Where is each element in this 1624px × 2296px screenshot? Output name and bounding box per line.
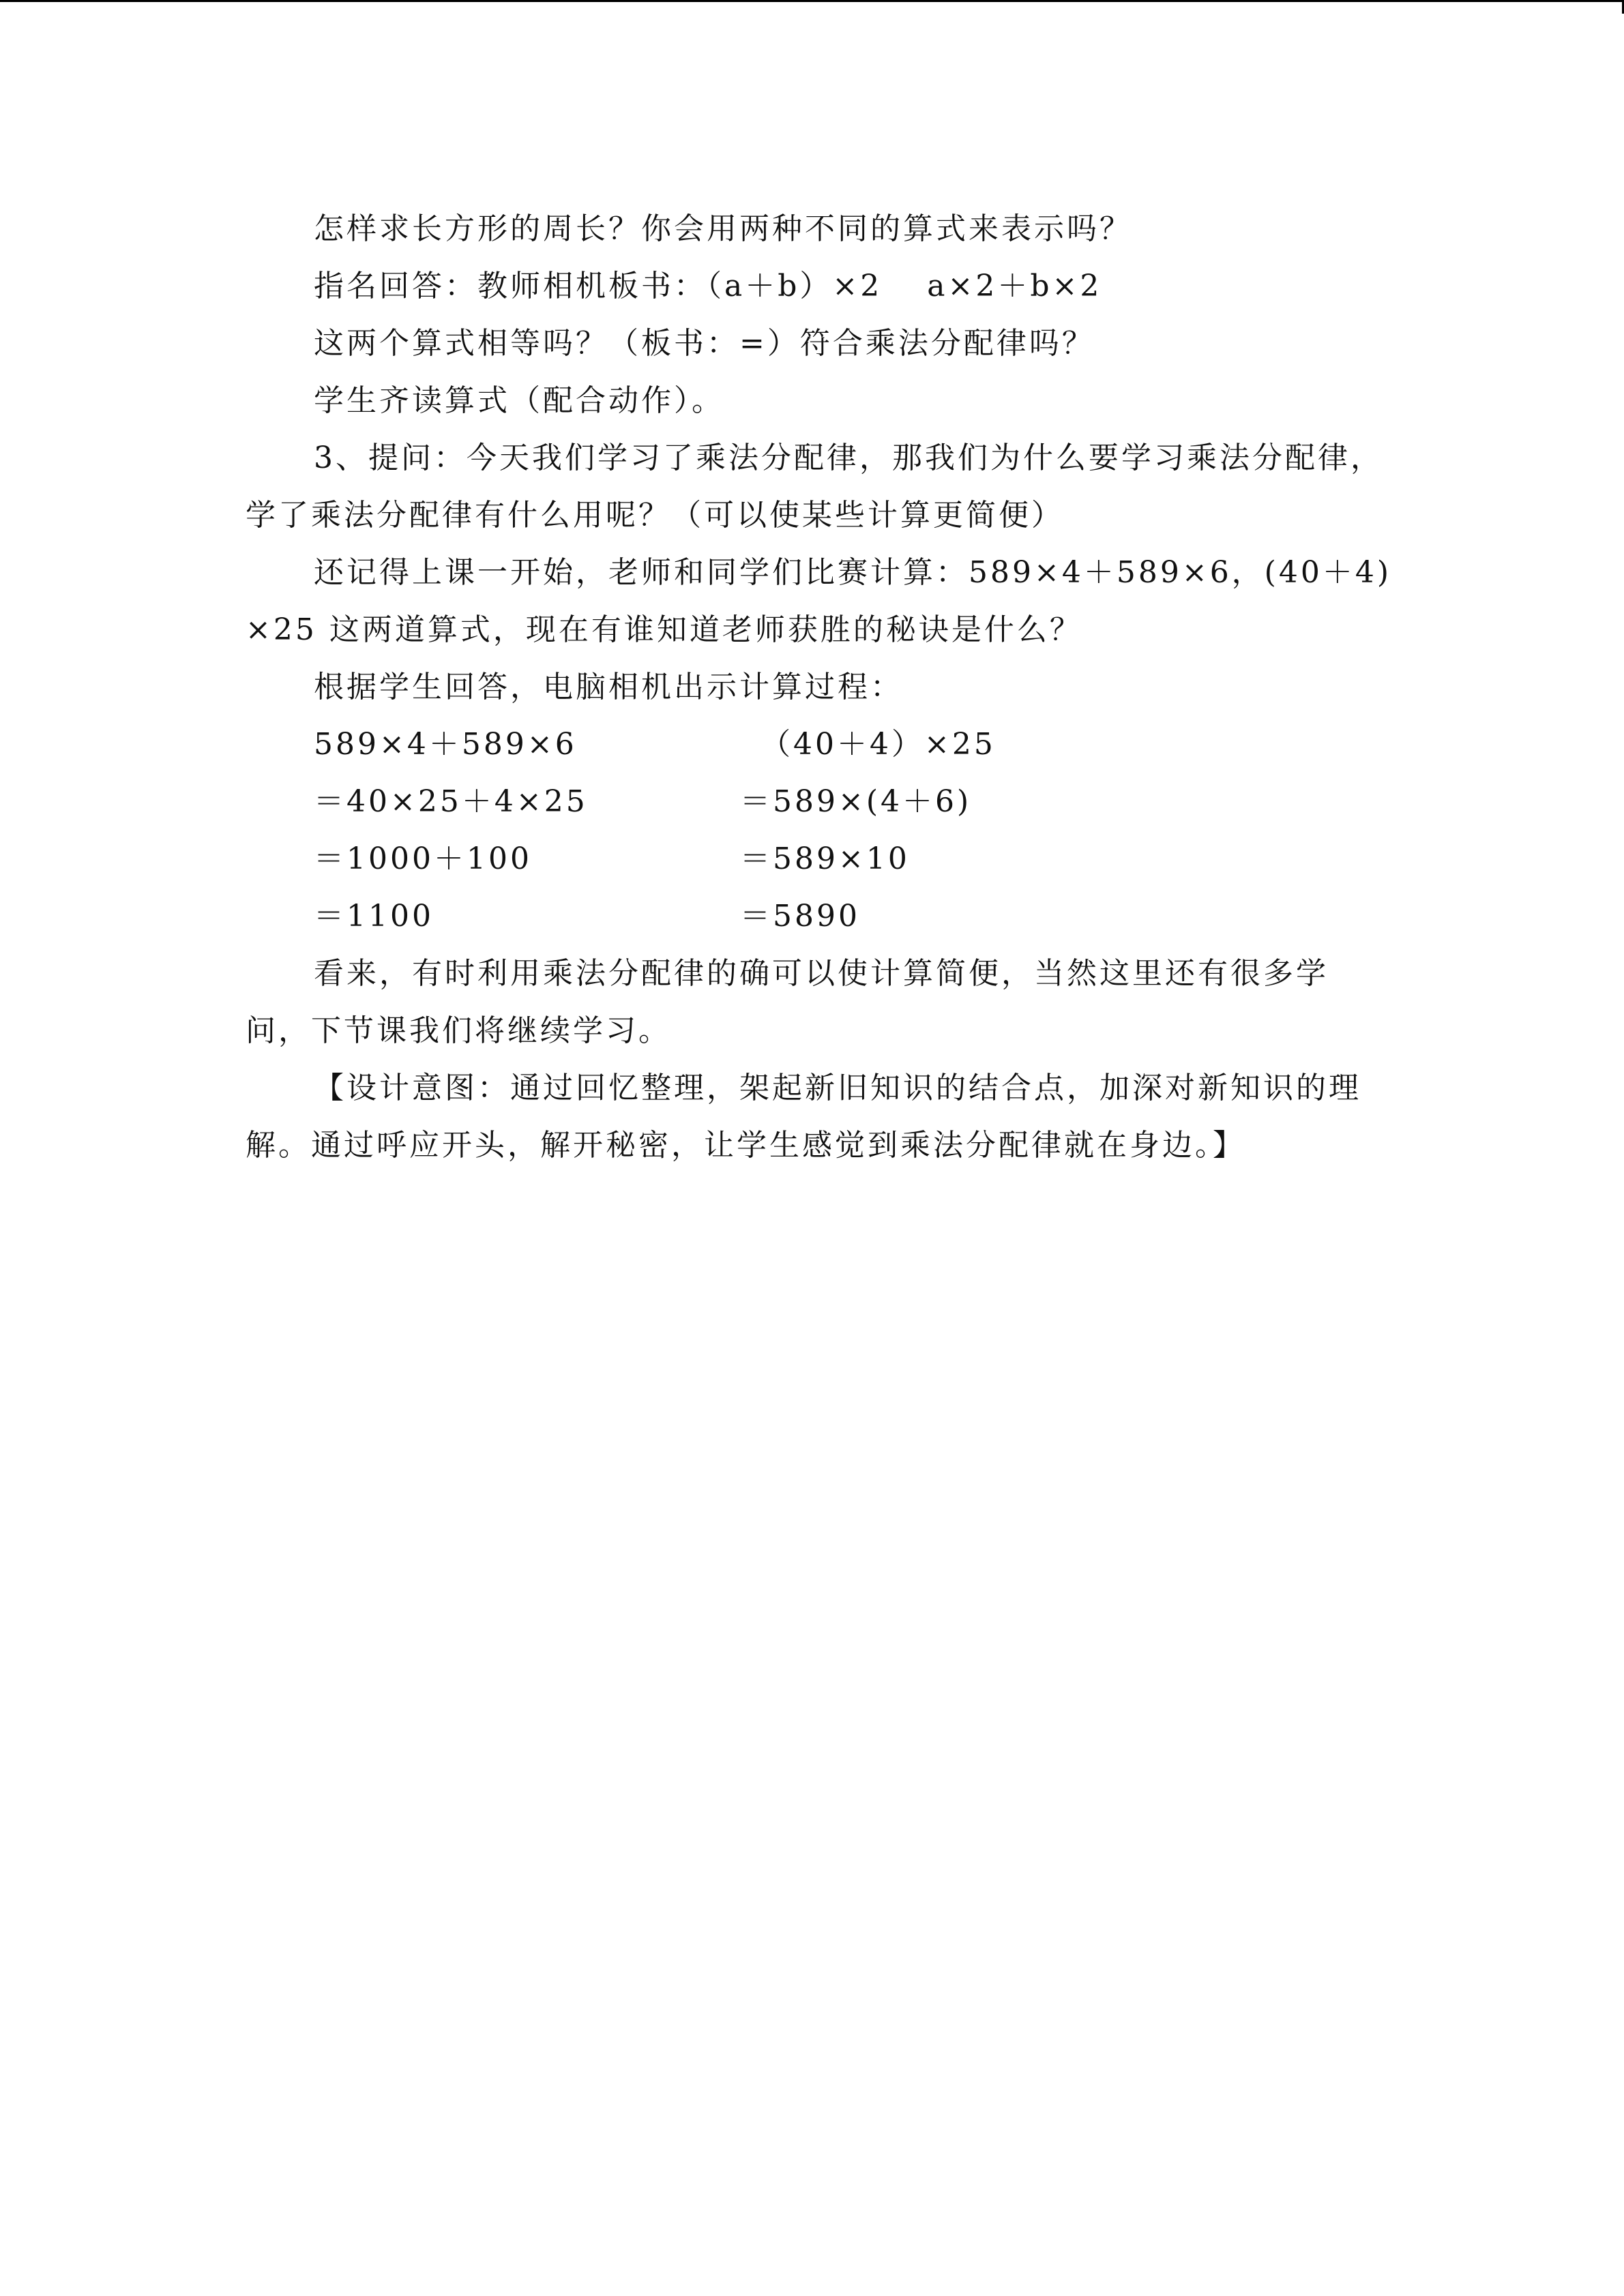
paragraph-recall-line1: 还记得上课一开始，老师和同学们比赛计算：589×4＋589×6，(40＋4) — [314, 555, 1391, 590]
calc-right-line: ＝589×(4＋6) — [740, 784, 972, 819]
paragraph-recall-line2: ×25 这两道算式，现在有谁知道老师获胜的秘诀是什么？ — [246, 612, 1082, 647]
paragraph-show-process: 根据学生回答，电脑相机出示计算过程： — [314, 670, 903, 704]
calc-right-line: ＝5890 — [740, 899, 860, 934]
paragraph-read-aloud: 学生齐读算式（配合动作）。 — [314, 383, 724, 418]
paragraph-question-3-line1: 3、提问：今天我们学习了乘法分配律，那我们为什么要学习乘法分配律， — [314, 441, 1383, 475]
paragraph-equality-question: 这两个算式相等吗？（板书：=）符合乘法分配律吗？ — [314, 326, 1095, 361]
paragraph-design-intent-line2: 解。通过呼应开头，解开秘密，让学生感觉到乘法分配律就在身边。】 — [246, 1128, 1245, 1163]
paragraph-design-intent-line1: 【设计意图：通过回忆整理，架起新旧知识的结合点，加深对新知识的理 — [314, 1071, 1361, 1105]
calc-right-line: ＝589×10 — [740, 841, 910, 876]
paragraph-perimeter-question: 怎样求长方形的周长？你会用两种不同的算式来表示吗？ — [314, 211, 1132, 246]
calc-left-line: 589×4＋589×6 — [314, 727, 577, 762]
paragraph-conclusion-line1: 看来，有时利用乘法分配律的确可以使计算简便，当然这里还有很多学 — [314, 956, 1329, 991]
paragraph-question-3-line2: 学了乘法分配律有什么用呢？（可以使某些计算更简便） — [246, 498, 1064, 533]
page-top-border — [0, 0, 1624, 2]
paragraph-conclusion-line2: 问，下节课我们将继续学习。 — [246, 1013, 671, 1048]
calc-left-line: ＝40×25＋4×25 — [314, 784, 588, 819]
paragraph-board-writing: 指名回答：教师相机板书：（a＋b）×2 a×2＋b×2 — [314, 269, 1102, 303]
calc-left-line: ＝1100 — [314, 899, 434, 934]
calc-left-line: ＝1000＋100 — [314, 841, 532, 876]
calc-right-line: （40＋4）×25 — [761, 727, 996, 762]
